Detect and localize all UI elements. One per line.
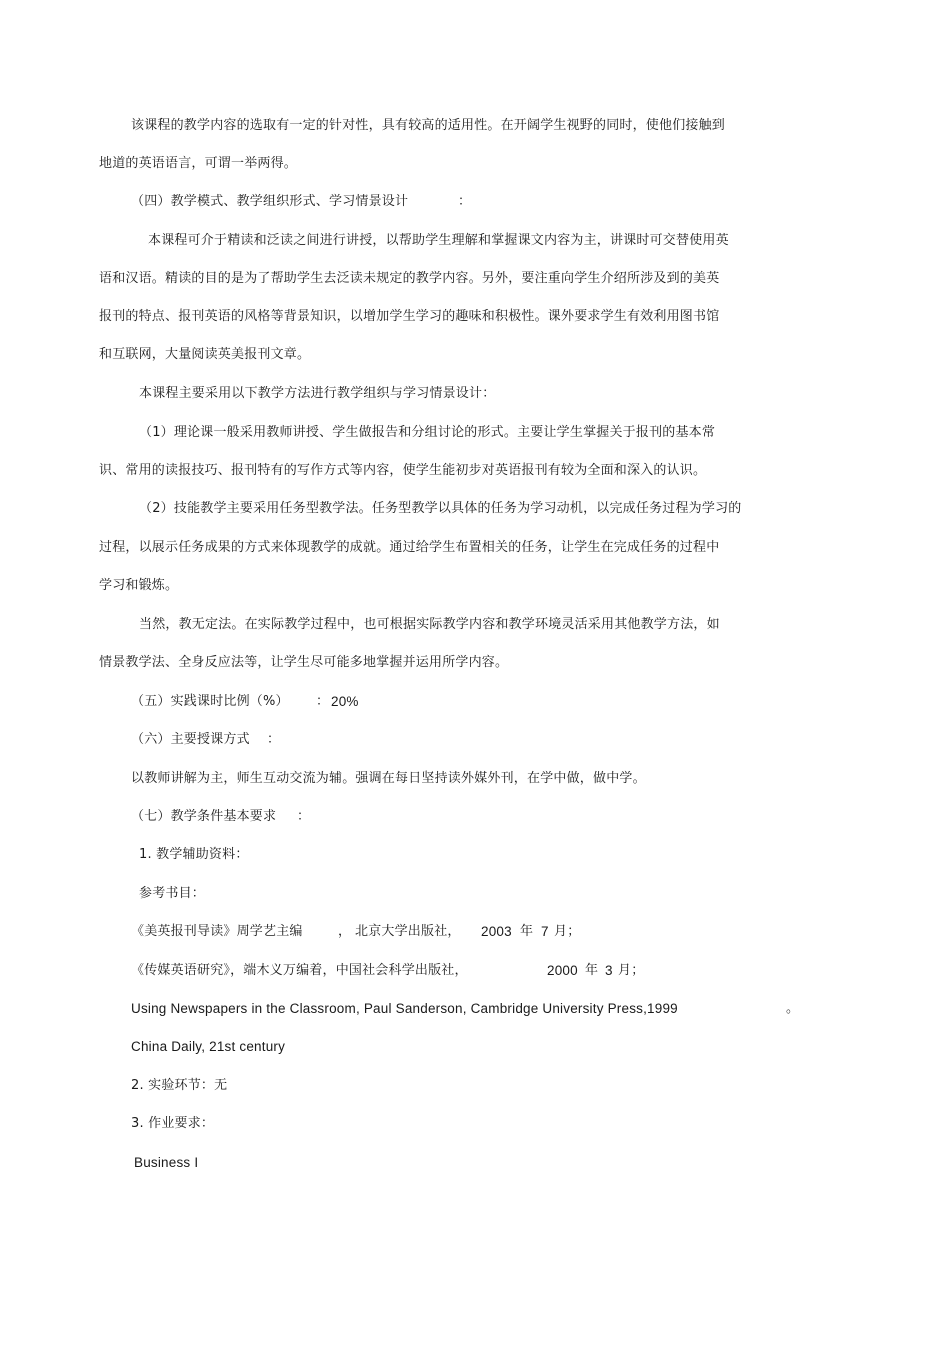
section-7-colon: ： [297, 809, 311, 824]
practice-ratio-value: 20% [331, 694, 359, 709]
paragraph-4-line-1: 当然，教无定法。在实际教学过程中，也可根据实际教学内容和教学环境灵活采用其他教学方法，如 [139, 617, 720, 632]
references-heading: 参考书目： [139, 886, 206, 901]
paragraph-2-line-3: 报刊的特点、报刊英语的风格等背景知识，以增加学生学习的趣味和积极性。课外要求学生有效利用图书馆 [99, 309, 720, 324]
section-4-heading: （四）教学模式、教学组织形式、学习情景设计 [131, 194, 409, 209]
method-1-line-1: （1）理论课一般采用教师讲授、学生做报告和分组讨论的形式。主要让学生掌握关于报刊的基本常 [139, 425, 716, 440]
homework-body: Business I [134, 1155, 199, 1170]
method-2-line-1: （2）技能教学主要采用任务型教学法。任务型教学以具体的任务为学习动机，以完成任务过程为学习的 [139, 501, 742, 516]
method-1-line-2: 识、常用的读报技巧、报刊特有的写作方式等内容，使学生能初步对英语报刊有较为全面和深入的认识。 [99, 463, 707, 478]
reference-3: Using Newspapers in the Classroom, Paul Sanderson, Cambridge University Press,1999 [131, 1001, 678, 1016]
section-4-colon: ： [458, 194, 472, 209]
reference-3-end-mark: 。 [786, 1001, 800, 1016]
method-2-line-2: 过程，以展示任务成果的方式来体现教学的成就。通过给学生布置相关的任务，让学生在完成任务的过程中 [99, 540, 720, 555]
paragraph-1-line-2: 地道的英语语言，可谓一举两得。 [99, 156, 298, 171]
section-6-heading: （六）主要授课方式 [131, 732, 250, 747]
reference-2-month-unit: 月； [618, 963, 645, 978]
experiment-item: 2. 实验环节：无 [131, 1078, 228, 1093]
reference-1-title: 《美英报刊导读》周学艺主编 [131, 924, 303, 939]
section-6-body: 以教师讲解为主，师生互动交流为辅。强调在每日坚持读外媒外刊，在学中做，做中学。 [131, 771, 646, 786]
homework-item: 3. 作业要求： [131, 1116, 215, 1131]
reference-4: China Daily, 21st century [131, 1039, 286, 1054]
paragraph-1-line-1: 该课程的教学内容的选取有一定的针对性，具有较高的适用性。在开阔学生视野的同时，使他们接触到 [131, 118, 726, 133]
reference-2-title: 《传媒英语研究》，端木义万编着，中国社会科学出版社， [131, 963, 468, 978]
section-7-heading: （七）教学条件基本要求 [131, 809, 277, 824]
section-5-heading: （五）实践课时比例（%） [131, 694, 289, 709]
teaching-materials-item: 1. 教学辅助资料： [139, 847, 249, 862]
reference-1-year-unit: 年 [520, 924, 534, 939]
paragraph-2-line-4: 和互联网，大量阅读英美报刊文章。 [99, 347, 311, 362]
paragraph-2-line-2: 语和汉语。精读的目的是为了帮助学生去泛读未规定的教学内容。另外，要注重向学生介绍所涉及到的美英 [99, 271, 720, 286]
section-5-colon: ： [316, 694, 330, 709]
paragraph-3: 本课程主要采用以下教学方法进行教学组织与学习情景设计： [139, 386, 496, 401]
paragraph-4-line-2: 情景教学法、全身反应法等，让学生尽可能多地掌握并运用所学内容。 [99, 655, 509, 670]
method-2-line-3: 学习和锻炼。 [99, 578, 179, 593]
reference-2-month: 3 [605, 963, 613, 978]
reference-1-month-unit: 月； [554, 924, 581, 939]
section-6-colon: ： [267, 732, 281, 747]
reference-1-year: 2003 [481, 924, 512, 939]
reference-2-year-unit: 年 [585, 963, 599, 978]
reference-2-year: 2000 [547, 963, 578, 978]
reference-1-comma: ， [338, 924, 352, 939]
reference-1-publisher: 北京大学出版社， [355, 924, 461, 939]
reference-1-month: 7 [541, 924, 549, 939]
paragraph-2-line-1: 本课程可介于精读和泛读之间进行讲授，以帮助学生理解和掌握课文内容为主，讲课时可交替使用英 [148, 233, 729, 248]
